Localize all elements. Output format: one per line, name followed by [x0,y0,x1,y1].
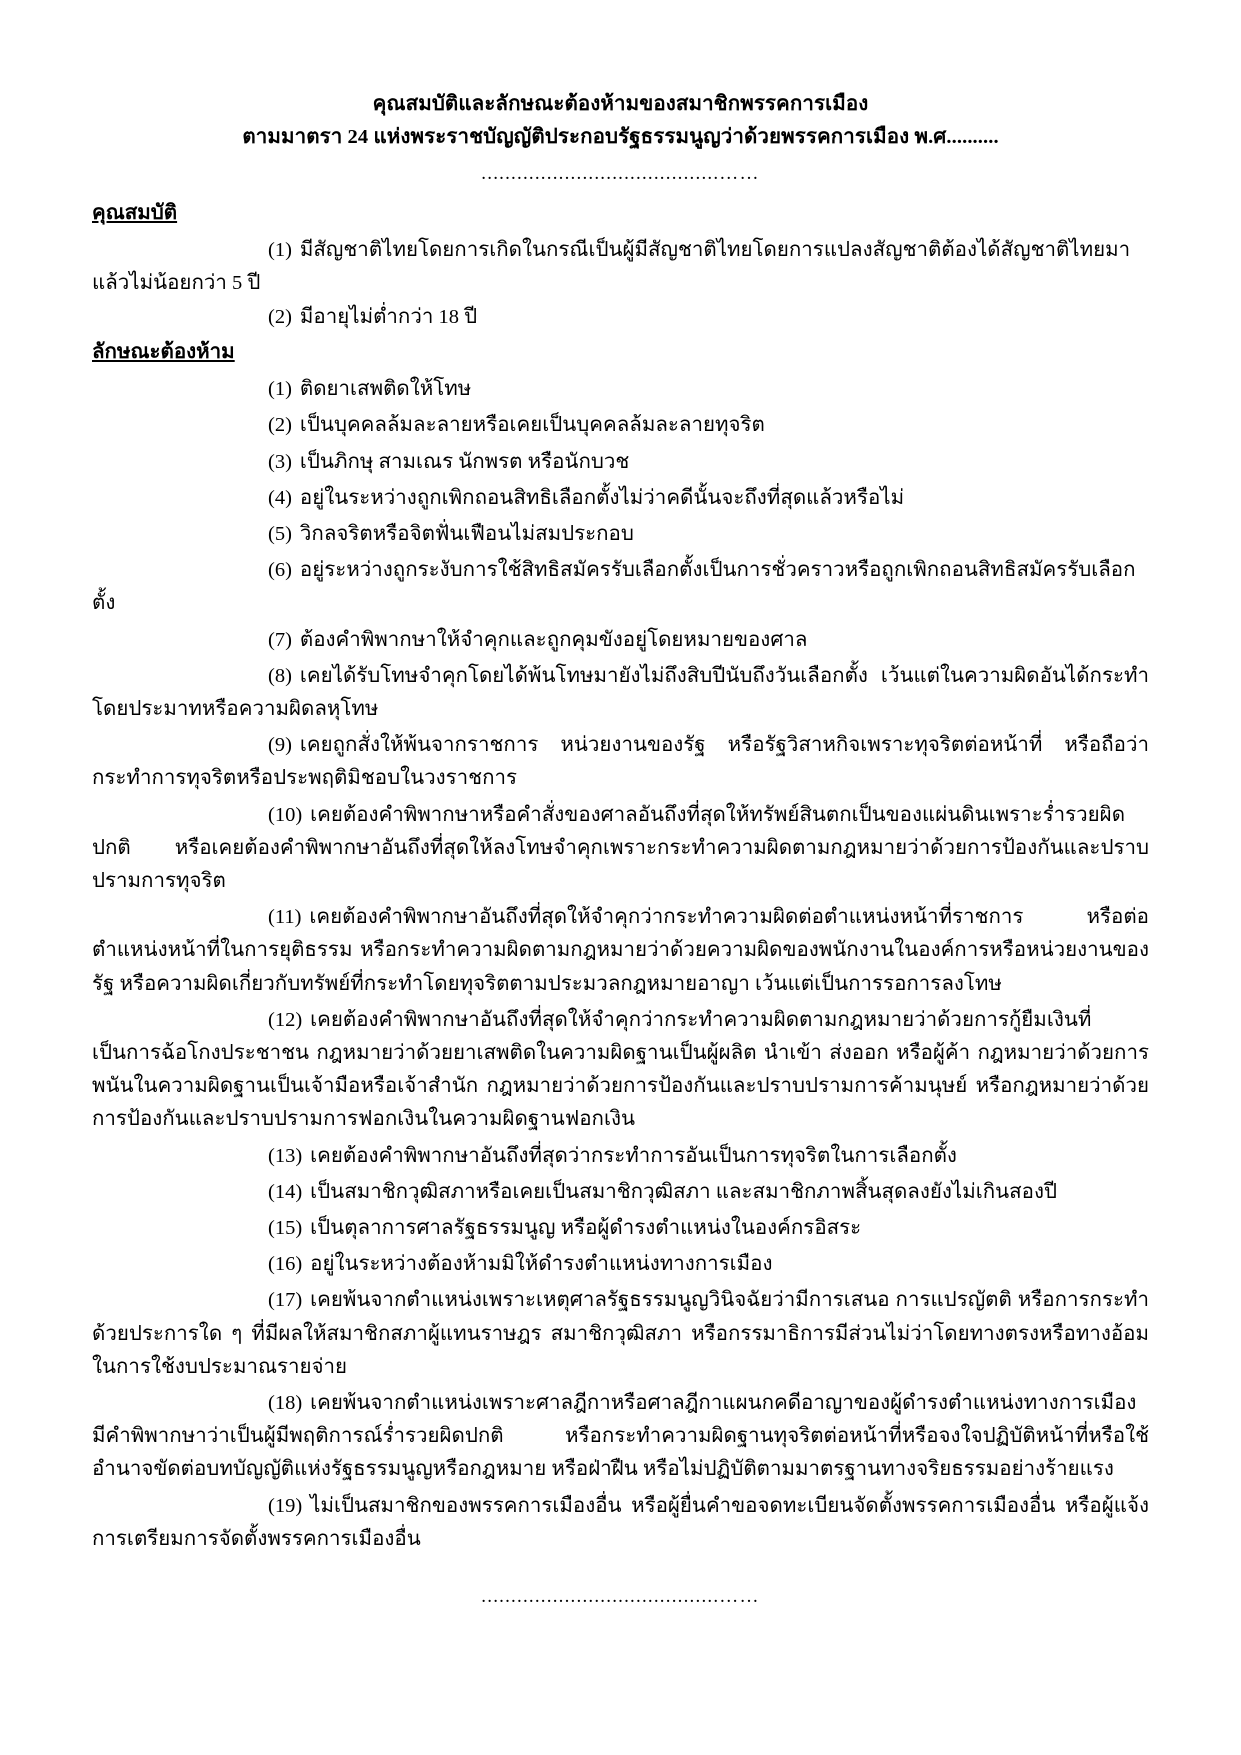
list-item [92,234,1149,300]
item-number: (19) [268,1494,303,1517]
list-item [92,409,1149,442]
item-number: (6) [268,559,292,582]
list-item [92,729,1149,795]
item-text: เคยต้องคำพิพากษาหรือคำสั่งของศาลอันถึงที่สุดให้ทรัพย์สินตกเป็นของแผ่นดินเพราะร่ำรวยผิดปกติ หรือเคยต้องคำพิพากษาอันถึงที่สุดให้ลงโทษจำคุกเพราะกระทำความผิดตามกฎหมายว่าด้วยการป้องกันและปราบปรามการทุจริต [92,803,1149,892]
qualification-list [92,234,1149,335]
bottom-separator: ........................................…… [481,1586,760,1608]
list-item [92,1490,1149,1556]
list-item [92,1212,1149,1245]
item-text: เคยพ้นจากตำแหน่งเพราะศาลฎีกาหรือศาลฎีกาแผนกคดีอาญาของผู้ดำรงตำแหน่งทางการเมืองมีคำพิพากษาว่าเป็นผู้มีพฤติการณ์ร่ำรวยผิดปกติ หรือกระทำความผิดฐานทุจริตต่อหน้าที่หรือจงใจปฏิบัติหน้าที่หรือใช้อำนาจขัดต่อบทบัญญัติแห่งรัฐธรรมนูญหรือกฎหมาย หรือฝ่าฝืน หรือไม่ปฏิบัติตามมาตรฐานทางจริยธรรมอย่างร้ายแรง [92,1392,1149,1481]
item-number: (7) [268,628,292,651]
item-number: (18) [268,1392,303,1414]
item-text: เคยต้องคำพิพากษาอันถึงที่สุดว่ากระทำการอันเป็นการทุจริตในการเลือกตั้ง [310,1144,957,1167]
item-text: เป็นตุลาการศาลรัฐธรรมนูญ หรือผู้ดำรงตำแหน่งในองค์กรอิสระ [310,1216,862,1239]
item-text: ติดยาเสพติดให้โทษ [299,378,472,401]
item-number: (8) [268,664,292,687]
list-item [92,1004,1149,1137]
item-text: เคยต้องคำพิพากษาอันถึงที่สุดให้จำคุกว่ากระทำความผิดตามกฎหมายว่าด้วยการกู้ยืมเงินที่เป็นการฉ้อโกงประชาชน กฎหมายว่าด้วยยาเสพติดในความผิดฐานเป็นผู้ผลิต นำเข้า ส่งออก หรือผู้ค้า กฎหมายว่าด้วยการพนันในความผิดฐานเป็นเจ้ามือหรือเจ้าสำนัก กฎหมายว่าด้วยการป้องกันและปราบปรามการค้ามนุษย์ หรือกฎหมายว่าด้วยการป้องกันและปราบปรามการฟอกเงินในความผิดฐานฟอกเงิน [92,1008,1149,1131]
item-text: อยู่ระหว่างถูกระงับการใช้สิทธิสมัครรับเลือกตั้งเป็นการชั่วคราวหรือถูกเพิกถอนสิทธิสมัครรับเลือกตั้ง [92,559,1136,615]
item-number: (4) [268,486,292,509]
list-item [92,301,1149,334]
title-line-1: คุณสมบัติและลักษณะต้องห้ามของสมาชิกพรรคการเมือง [372,93,869,115]
item-text: อยู่ในระหว่างต้องห้ามมิให้ดำรงตำแหน่งทางการเมือง [310,1253,773,1276]
list-item [92,660,1149,726]
item-number: (3) [268,450,292,473]
item-text: มีสัญชาติไทยโดยการเกิดในกรณีเป็นผู้มีสัญชาติไทยโดยการแปลงสัญชาติต้องได้สัญชาติไทยมาแล้วไม่น้อยกว่า 5 ปี [92,238,1131,294]
list-item [92,373,1149,406]
section-prohibited-characteristics [92,336,1149,1556]
list-item [92,1387,1149,1487]
title-line-2: ตามมาตรา 24 แห่งพระราชบัญญัติประกอบรัฐธรรมนูญว่าด้วยพรรคการเมือง พ.ศ.......... [242,126,999,149]
section-qualifications [92,197,1149,334]
item-text: เป็นภิกษุ สามเณร นักพรต หรือนักบวช [299,450,630,473]
item-text: เคยต้องคำพิพากษาอันถึงที่สุดให้จำคุกว่ากระทำความผิดต่อตำแหน่งหน้าที่ราชการ หรือต่อตำแหน่งหน้าที่ในการยุติธรรม หรือกระทำความผิดตามกฎหมายว่าด้วยความผิดของพนักงานในองค์การหรือหน่วยงานของรัฐ หรือความผิดเกี่ยวกับทรัพย์ที่กระทำโดยทุจริตตามประมวลกฎหมายอาญา เว้นแต่เป็นการรอการลงโทษ [92,906,1149,995]
item-number: (13) [268,1144,303,1167]
document-title [92,88,1149,154]
item-number: (15) [268,1216,303,1239]
item-number: (14) [268,1180,303,1203]
item-number: (5) [268,522,292,545]
list-item [92,799,1149,899]
top-separator: ........................................…… [481,163,760,185]
item-text: ต้องคำพิพากษาให้จำคุกและถูกคุมขังอยู่โดยหมายของศาล [299,628,808,651]
item-text: เคยได้รับโทษจำคุกโดยได้พ้นโทษมายังไม่ถึงสิบปีนับถึงวันเลือกตั้ง เว้นแต่ในความผิดอันได้กระทำโดยประมาทหรือความผิดลหุโทษ [92,664,1149,720]
list-item [92,482,1149,515]
list-item [92,624,1149,657]
list-item [92,1284,1149,1384]
section-heading-prohibited: ลักษณะต้องห้าม [92,341,235,364]
list-item [92,518,1149,551]
list-item [92,1248,1149,1281]
item-number: (17) [268,1289,303,1312]
list-item [92,901,1149,1001]
item-text: เป็นสมาชิกวุฒิสภาหรือเคยเป็นสมาชิกวุฒิสภา และสมาชิกภาพสิ้นสุดลงยังไม่เกินสองปี [310,1180,1058,1203]
item-text: เป็นบุคคลล้มละลายหรือเคยเป็นบุคคลล้มละลายทุจริต [299,414,765,437]
item-number: (2) [268,306,292,329]
item-number: (16) [268,1253,303,1276]
item-number: (11) [268,906,302,929]
item-number: (12) [268,1008,303,1031]
item-text: วิกลจริตหรือจิตฟั่นเฟือนไม่สมประกอบ [299,522,634,545]
prohibited-list [92,373,1149,1556]
item-text: เคยพ้นจากตำแหน่งเพราะเหตุศาลรัฐธรรมนูญวินิจฉัยว่ามีการเสนอ การแปรญัตติ หรือการกระทำด้วยประการใด ๆ ที่มีผลให้สมาชิกสภาผู้แทนราษฎร สมาชิกวุฒิสภา หรือกรรมาธิการมีส่วนไม่ว่าโดยทางตรงหรือทางอ้อมในการใช้งบประมาณรายจ่าย [92,1289,1149,1378]
list-item [92,446,1149,479]
item-text: เคยถูกสั่งให้พ้นจากราชการ หน่วยงานของรัฐ หรือรัฐวิสาหกิจเพราะทุจริตต่อหน้าที่ หรือถือว่ากระทำการทุจริตหรือประพฤติมิชอบในวงราชการ [92,734,1149,790]
item-number: (10) [268,803,303,826]
item-text: มีอายุไม่ต่ำกว่า 18 ปี [299,306,478,329]
list-item [92,1140,1149,1173]
list-item [92,554,1149,620]
list-item [92,1176,1149,1209]
item-number: (1) [268,378,292,401]
section-heading-qualifications: คุณสมบัติ [92,201,178,224]
item-text: ไม่เป็นสมาชิกของพรรคการเมืองอื่น หรือผู้ยื่นคำขอจดทะเบียนจัดตั้งพรรคการเมืองอื่น หรือผู้แจ้งการเตรียมการจัดตั้งพรรคการเมืองอื่น [92,1494,1149,1550]
item-text: อยู่ในระหว่างถูกเพิกถอนสิทธิเลือกตั้งไม่ว่าคดีนั้นจะถึงที่สุดแล้วหรือไม่ [299,486,905,509]
item-number: (2) [268,414,292,437]
item-number: (1) [268,238,292,261]
item-number: (9) [268,734,292,757]
